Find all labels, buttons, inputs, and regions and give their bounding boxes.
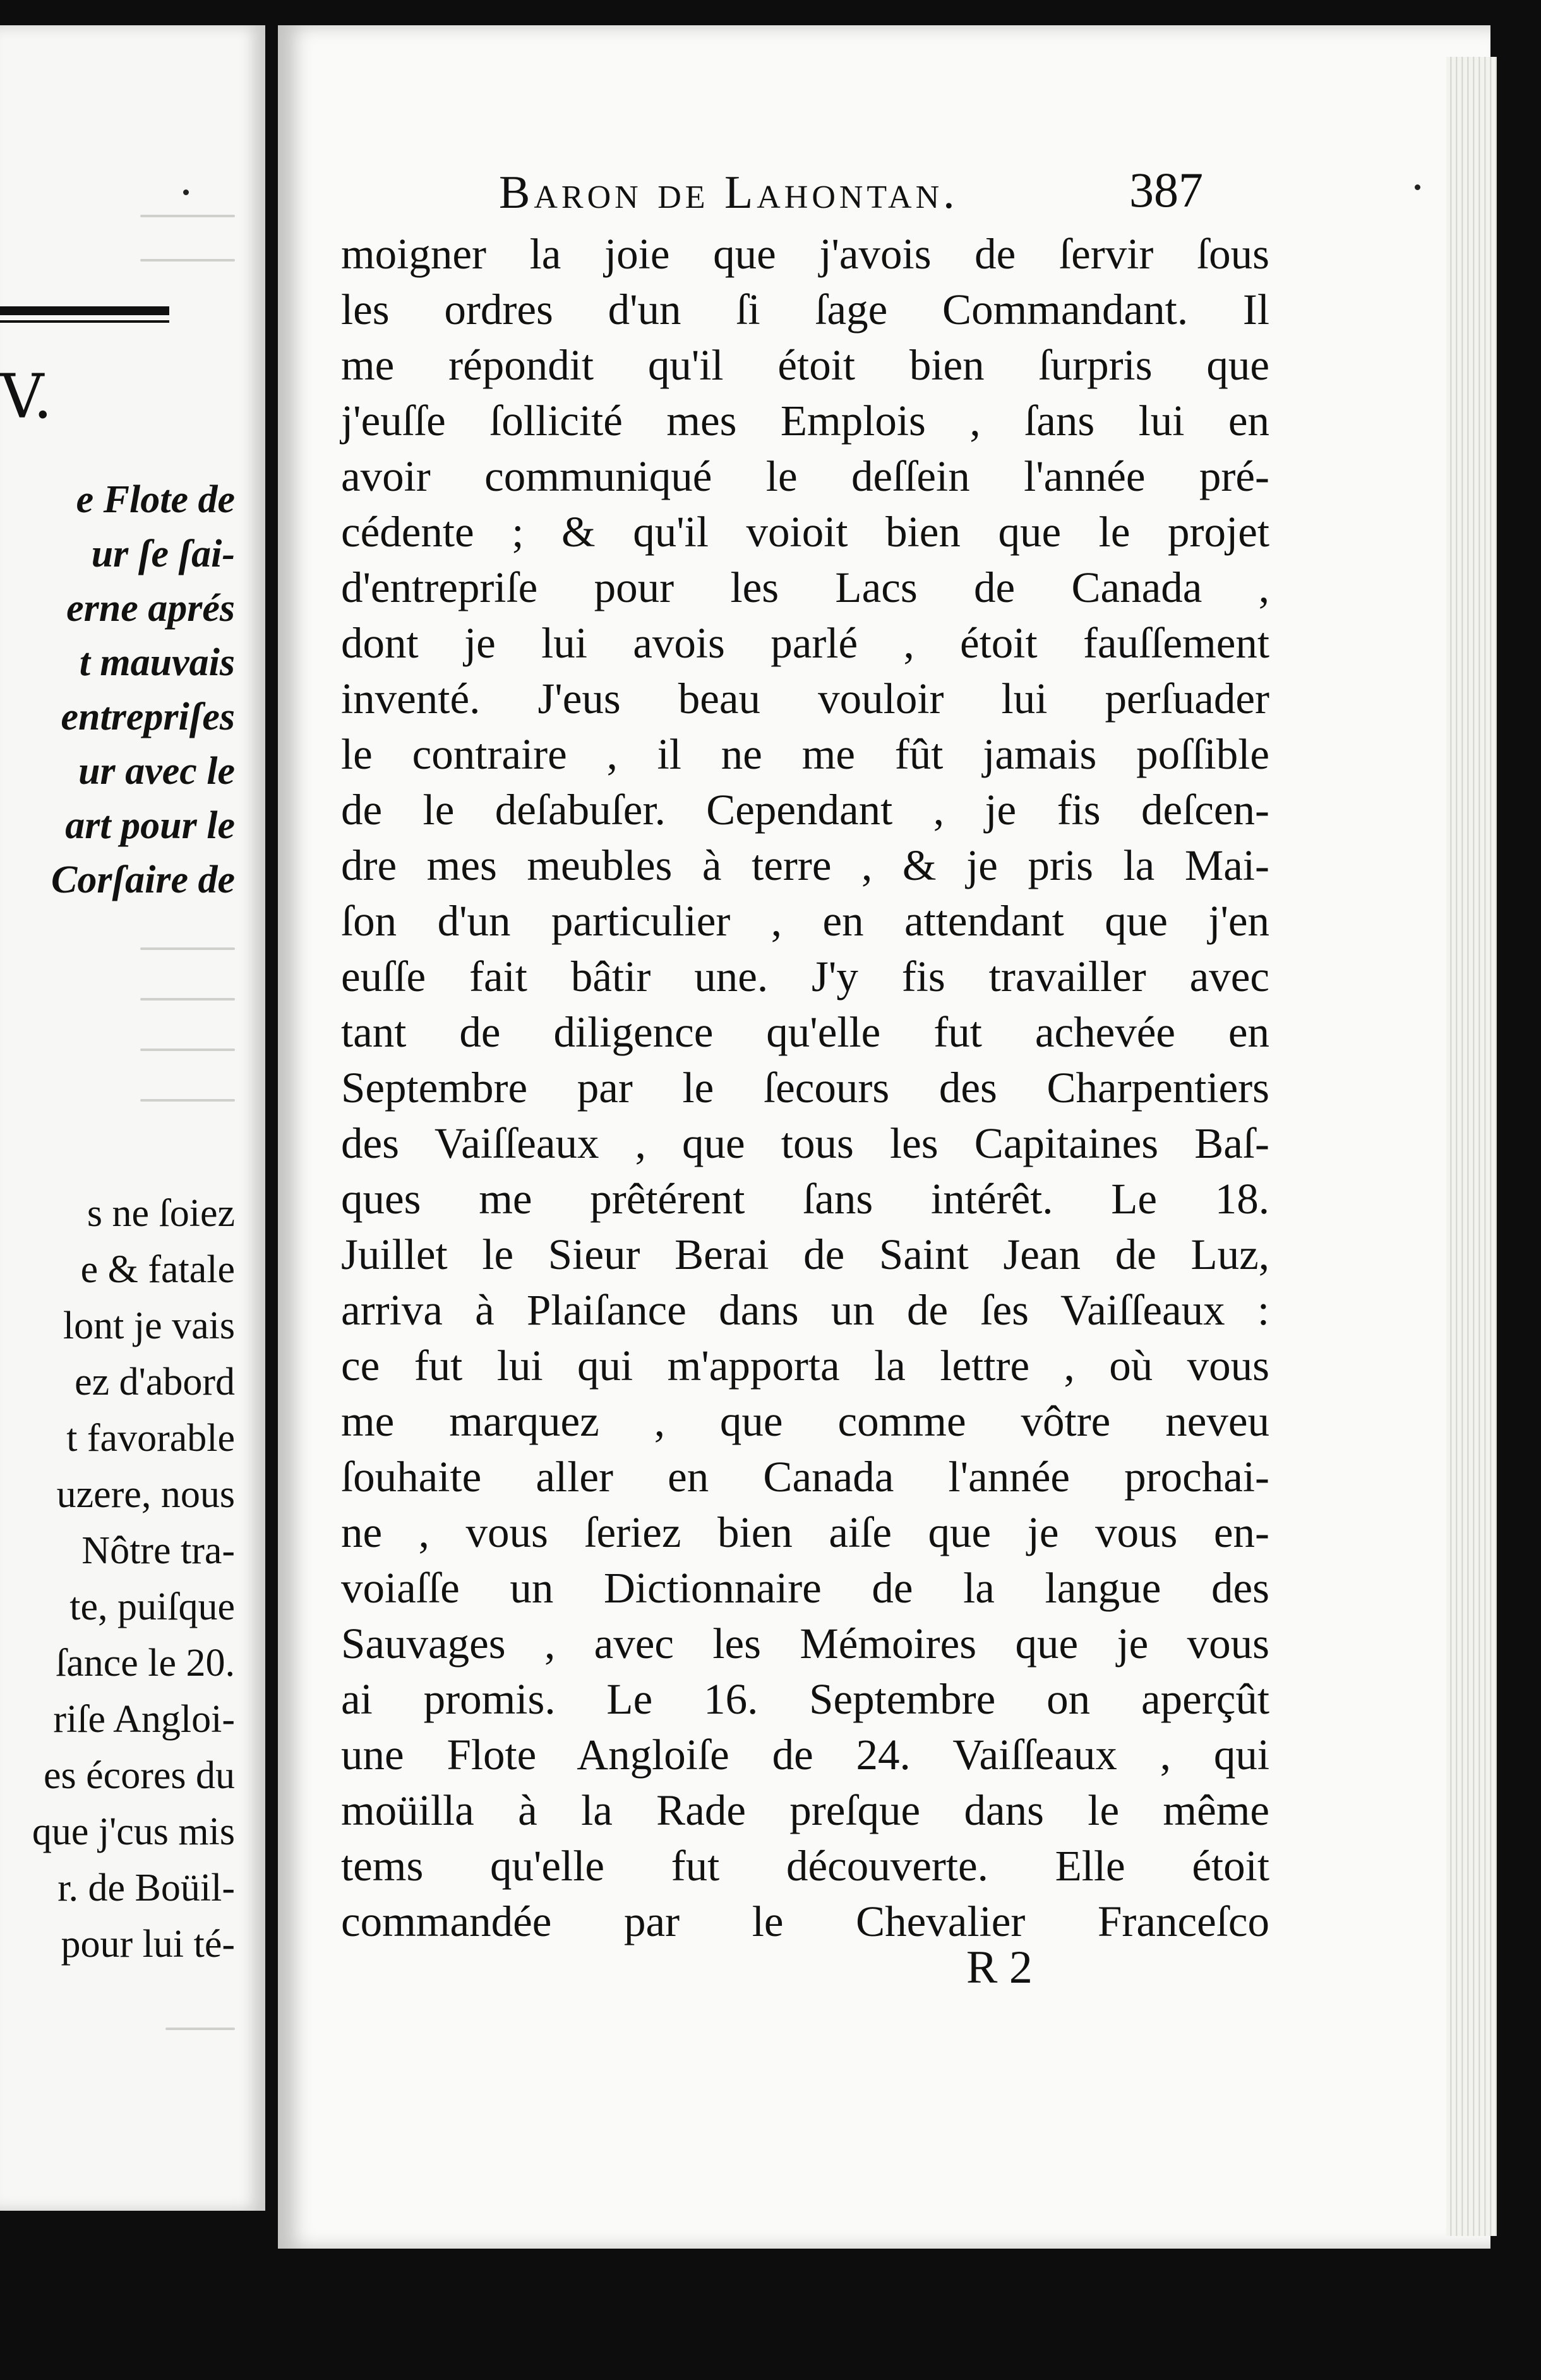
body-line: le contraire , il ne me fût jamais poſſible: [341, 730, 1269, 778]
left-body-line: es écores du: [44, 1754, 235, 1797]
body-line: ques me prêtérent ſans intérêt. Le 18.: [341, 1175, 1269, 1223]
left-summary-line: e Flote de: [76, 478, 235, 521]
body-line: me marquez , que comme vôtre neveu: [341, 1397, 1269, 1445]
left-summary-line: t mauvais: [79, 641, 235, 684]
page-number: 387: [1129, 162, 1203, 217]
faint-bleedthrough-line: [140, 947, 235, 950]
body-line: les ordres d'un ſi ſage Commandant. Il: [341, 285, 1269, 334]
body-line: des Vaiſſeaux , que tous les Capitaines Baſ-: [341, 1119, 1269, 1167]
body-line: tems qu'elle fut découverte. Elle étoit: [341, 1842, 1269, 1890]
left-summary-line: Corſaire de: [51, 858, 235, 901]
faint-bleedthrough-line: [140, 998, 235, 1001]
left-body-line: ſance le 20.: [55, 1642, 235, 1685]
left-summary-line: ur avec le: [78, 750, 235, 793]
body-line: ne , vous ſeriez bien aiſe que je vous en-: [341, 1508, 1269, 1556]
body-line: me répondit qu'il étoit bien ſurpris que: [341, 341, 1269, 389]
left-body-line: e & fatale: [80, 1248, 235, 1291]
left-summary-line: art pour le: [65, 804, 235, 847]
left-chapter-heading: V.: [0, 361, 53, 432]
body-line: arriva à Plaiſance dans un de ſes Vaiſſeaux :: [341, 1286, 1269, 1334]
body-line: de le deſabuſer. Cependant , je fis deſcen-: [341, 786, 1269, 834]
body-line: Septembre par le ſecours des Charpentiers: [341, 1064, 1269, 1112]
body-line: tant de diligence qu'elle fut achevée en: [341, 1008, 1269, 1056]
body-line: moüilla à la Rade preſque dans le même: [341, 1786, 1269, 1834]
left-body-line: te, puiſque: [69, 1585, 235, 1628]
body-line: d'entrepriſe pour les Lacs de Canada ,: [341, 563, 1269, 611]
left-body-line: pour lui té-: [61, 1923, 235, 1966]
body-line: avoir communiqué le deſſein l'année pré-: [341, 452, 1269, 500]
body-line: j'euſſe ſollicité mes Emplois , ſans lui en: [341, 397, 1269, 445]
body-line: ai promis. Le 16. Septembre on aperçût: [341, 1675, 1269, 1723]
left-summary-line: entrepriſes: [61, 695, 235, 738]
ink-speck: [183, 189, 189, 195]
body-line: dont je lui avois parlé , étoit fauſſement: [341, 619, 1269, 667]
left-body-line: riſe Angloi-: [53, 1698, 235, 1741]
faint-bleedthrough-line: [140, 1099, 235, 1102]
ink-speck: [1415, 184, 1420, 190]
left-summary-line: ur ſe ſai-: [91, 532, 235, 575]
left-body-line: Nôtre tra-: [81, 1529, 235, 1572]
body-line: moigner la joie que j'avois de ſervir ſous: [341, 230, 1269, 278]
left-body-line: t favorable: [66, 1417, 235, 1460]
left-body-line: que j'cus mis: [32, 1810, 235, 1853]
left-summary-line: erne aprés: [66, 587, 235, 630]
body-line: euſſe fait bâtir une. J'y fis travailler avec: [341, 953, 1269, 1001]
left-body-line: r. de Boüil-: [57, 1866, 235, 1909]
left-body-line: lont je vais: [63, 1304, 235, 1347]
faint-bleedthrough-line: [140, 259, 235, 261]
page-edges: [1446, 57, 1497, 2236]
left-body-line: s ne ſoiez: [87, 1192, 235, 1235]
signature-mark: R 2: [966, 1942, 1033, 1993]
left-body-line: ez d'abord: [75, 1361, 235, 1403]
body-line: Juillet le Sieur Berai de Saint Jean de Luz,: [341, 1230, 1269, 1278]
body-line: voiaſſe un Dictionnaire de la langue des: [341, 1564, 1269, 1612]
body-line: commandée par le Chevalier Franceſco: [341, 1897, 1269, 1945]
body-line: Sauvages , avec les Mémoires que je vous: [341, 1620, 1269, 1668]
body-line: dre mes meubles à terre , & je pris la Mai-: [341, 841, 1269, 889]
body-line: ce fut lui qui m'apporta la lettre , où vous: [341, 1342, 1269, 1390]
chapter-rule: [0, 306, 169, 315]
running-head: Baron de Lahontan.: [499, 167, 959, 219]
body-line: ſouhaite aller en Canada l'année prochai-: [341, 1453, 1269, 1501]
body-line: ſon d'un particulier , en attendant que j'en: [341, 897, 1269, 945]
body-line: cédente ; & qu'il voioit bien que le projet: [341, 508, 1269, 556]
faint-bleedthrough-line: [165, 2028, 235, 2030]
body-line: une Flote Angloiſe de 24. Vaiſſeaux , qui: [341, 1731, 1269, 1779]
left-body-line: uzere, nous: [56, 1473, 235, 1516]
faint-bleedthrough-line: [140, 1049, 235, 1051]
faint-bleedthrough-line: [140, 215, 235, 217]
body-line: inventé. J'eus beau vouloir lui perſuader: [341, 675, 1269, 723]
left-page-fragment: [0, 25, 265, 2211]
